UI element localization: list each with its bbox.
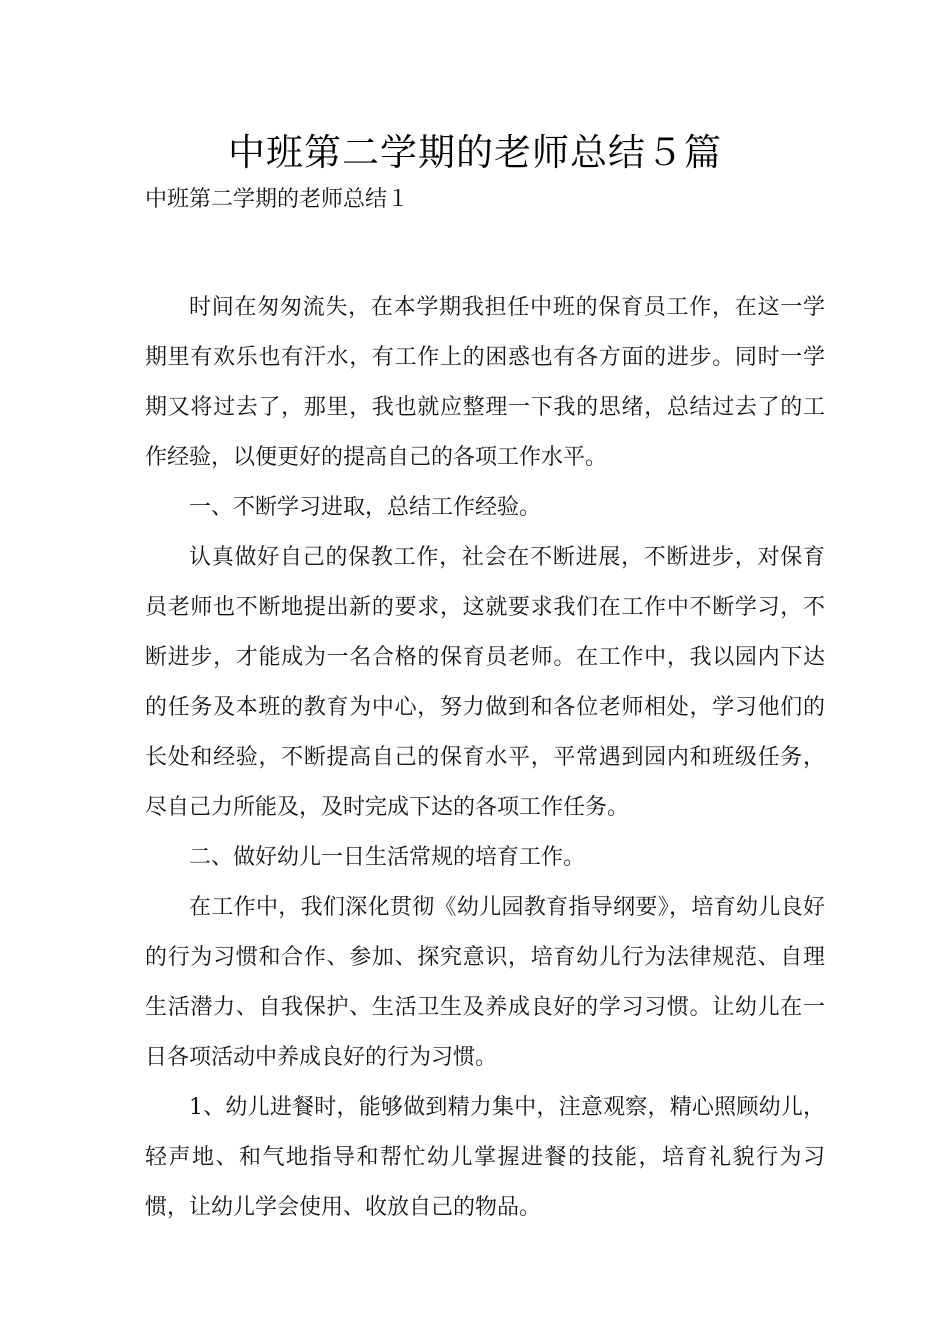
paragraph-intro: 时间在匆匆流失，在本学期我担任中班的保育员工作，在这一学期里有欢乐也有汗水，有工作上的困惑也有各方面的进步。同时一学期又将过去了，那里，我也就应整理一下我的思绪，总结过去了的工作经验，以便更好的提高自己的各项工作水平。	[145, 295, 825, 470]
document-body	[145, 283, 825, 1233]
page-title: 中班第二学期的老师总结５篇	[228, 131, 722, 174]
paragraph-section-2: 在工作中，我们深化贯彻《幼儿园教育指导纲要》，培育幼儿良好的行为习惯和合作、参加、探究意识，培育幼儿行为法律规范、自理生活潜力、自我保护、生活卫生及养成良好的学习习惯。让幼儿在一日各项活动中养成良好的行为习惯。	[145, 895, 825, 1070]
paragraph-section-1: 认真做好自己的保教工作，社会在不断进展，不断进步，对保育员老师也不断地提出新的要求，这就要求我们在工作中不断学习，不断进步，才能成为一名合格的保育员老师。在工作中，我以园内下达的任务及本班的教育为中心，努力做到和各位老师相处，学习他们的长处和经验，不断提高自己的保育水平，平常遇到园内和班级任务，尽自己力所能及，及时完成下达的各项工作任务。	[145, 545, 825, 820]
section-heading-2: 二、做好幼儿一日生活常规的培育工作。	[189, 845, 586, 870]
section-heading-1: 一、不断学习进取，总结工作经验。	[189, 495, 542, 520]
paragraph-item-1: 1、幼儿进餐时，能够做到精力集中，注意观察，精心照顾幼儿，轻声地、和气地指导和帮忙幼儿掌握进餐的技能，培育礼貌行为习惯，让幼儿学会使用、收放自己的物品。	[145, 1095, 825, 1220]
section-subtitle: 中班第二学期的老师总结１	[145, 187, 410, 212]
